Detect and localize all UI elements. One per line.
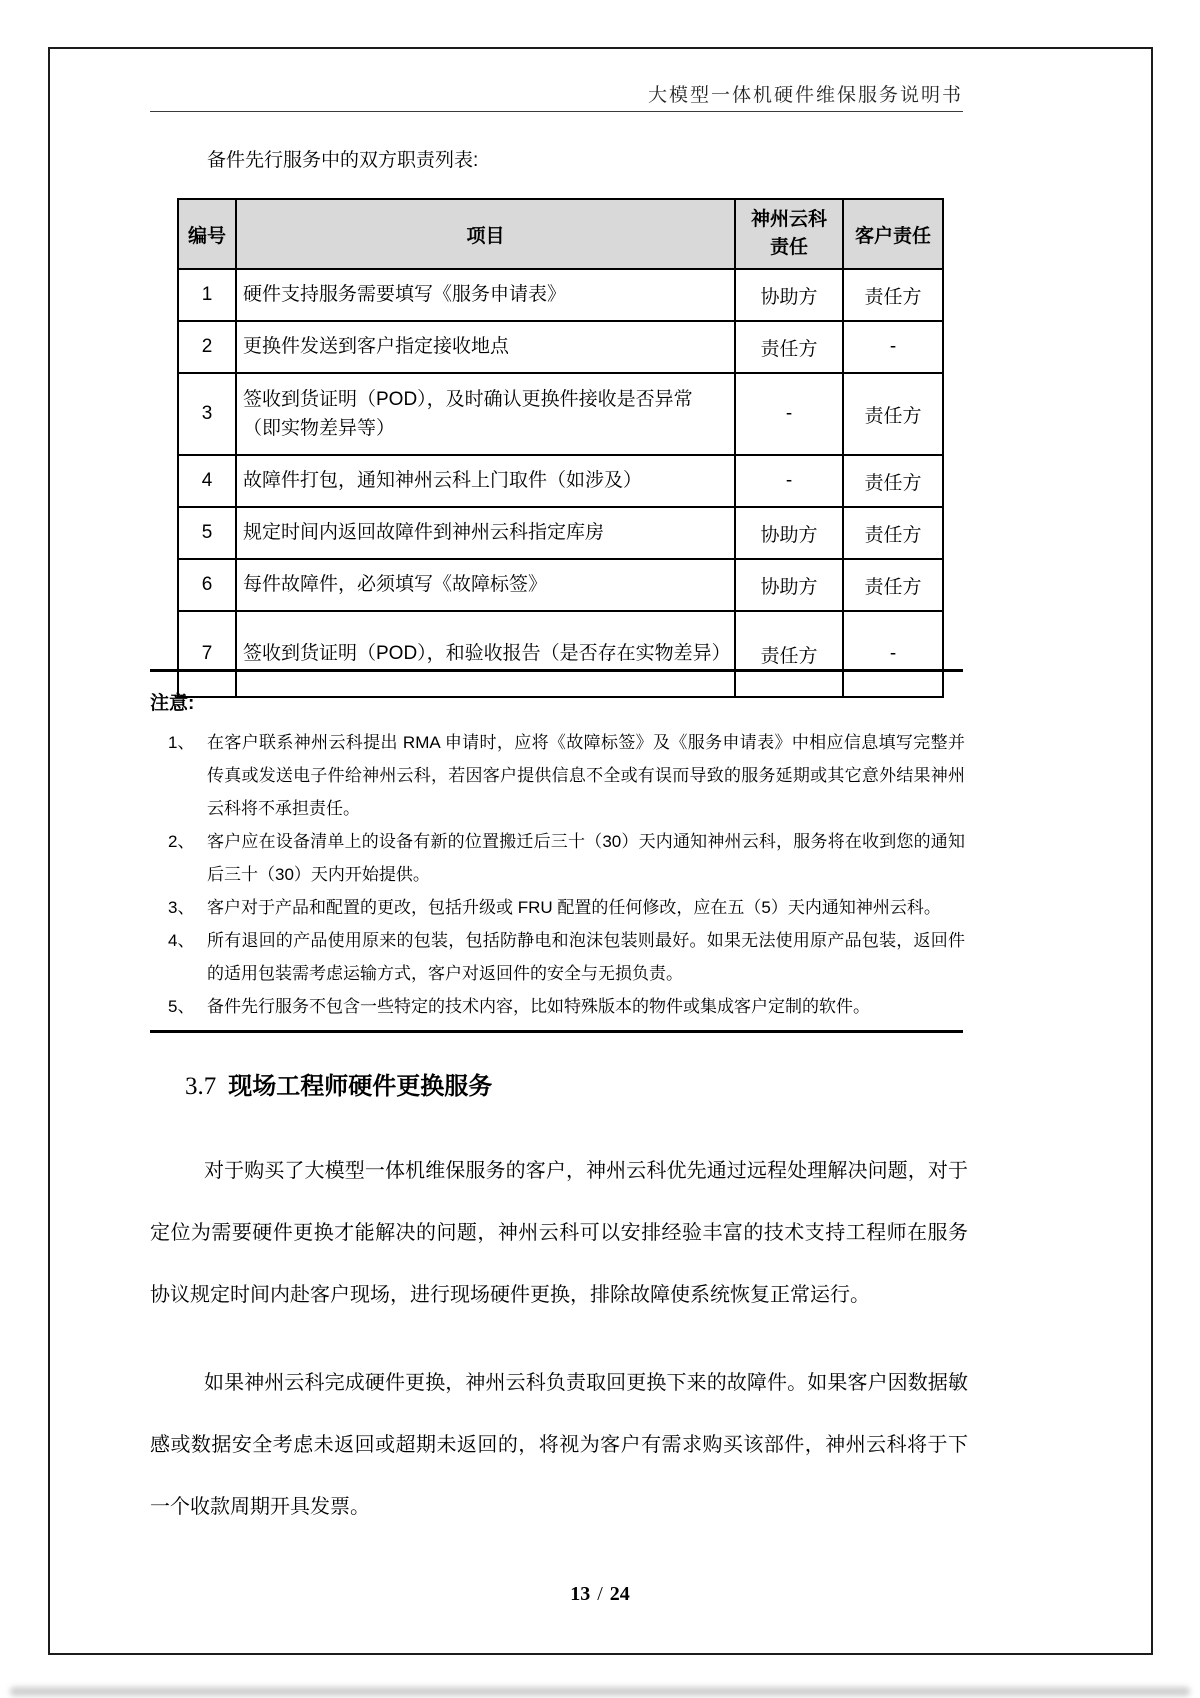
- list-item-text: 客户对于产品和配置的更改，包括升级或 FRU 配置的任何修改，应在五（5）天内通知神州云科。: [207, 898, 941, 917]
- list-item-text: 备件先行服务不包含一些特定的技术内容，比如特殊版本的物件或集成客户定制的软件。: [207, 997, 870, 1016]
- cell-item: 签收到货证明（POD），及时确认更换件接收是否异常（即实物差异等）: [236, 373, 735, 455]
- section-divider: [150, 1030, 963, 1033]
- cell-customer: 责任方: [843, 455, 943, 507]
- table-row: [178, 559, 943, 611]
- column-header-no: 编号: [178, 199, 236, 269]
- list-item: [150, 990, 965, 1023]
- table-intro-text: 备件先行服务中的双方职责列表:: [207, 150, 479, 171]
- cell-no: 3: [178, 373, 236, 455]
- column-header-vendor: [735, 199, 843, 269]
- cell-no: 4: [178, 455, 236, 507]
- list-item-number: 4、: [168, 931, 195, 950]
- cell-item: 签收到货证明（POD），和验收报告（是否存在实物差异）: [236, 611, 735, 697]
- cell-item: 规定时间内返回故障件到神州云科指定库房: [236, 507, 735, 559]
- cell-no: 7: [178, 611, 236, 697]
- cell-no: 2: [178, 321, 236, 373]
- page-footer: [0, 1583, 1200, 1606]
- cell-customer: -: [843, 611, 943, 697]
- cell-item: 故障件打包，通知神州云科上门取件（如涉及）: [236, 455, 735, 507]
- page-number-total: 24: [609, 1583, 630, 1605]
- table-row: [178, 455, 943, 507]
- cell-item: 硬件支持服务需要填写《服务申请表》: [236, 269, 735, 321]
- table-row: [178, 611, 943, 697]
- body-paragraph: 对于购买了大模型一体机维保服务的客户，神州云科优先通过远程处理解决问题，对于定位为需要硬件更换才能解决的问题，神州云科可以安排经验丰富的技术支持工程师在服务协议规定时间内赴客户现场，进行现场硬件更换，排除故障使系统恢复正常运行。: [150, 1160, 968, 1306]
- cell-vendor: 协助方: [735, 269, 843, 321]
- cell-no: 5: [178, 507, 236, 559]
- page-number-separator: /: [597, 1583, 603, 1605]
- list-item-text: 所有退回的产品使用原来的包装，包括防静电和泡沫包装则最好。如果无法使用原产品包装，返回件的适用包装需考虑运输方式，客户对返回件的安全与无损负责。: [207, 931, 965, 983]
- list-item-number: 2、: [168, 832, 195, 851]
- cell-vendor: 协助方: [735, 559, 843, 611]
- list-item: [150, 726, 965, 825]
- next-page-edge: [10, 1687, 1190, 1696]
- cell-customer: 责任方: [843, 373, 943, 455]
- column-header-item: 项目: [236, 199, 735, 269]
- list-item-number: 3、: [168, 898, 195, 917]
- cell-no: 1: [178, 269, 236, 321]
- cell-vendor: 责任方: [735, 321, 843, 373]
- cell-vendor: -: [735, 455, 843, 507]
- cell-customer: -: [843, 321, 943, 373]
- section-number: 3.7: [185, 1073, 217, 1100]
- list-item: [150, 891, 965, 924]
- section-divider: [150, 669, 963, 672]
- responsibility-table: [177, 198, 944, 698]
- column-header-customer: 客户责任: [843, 199, 943, 269]
- cell-vendor: 协助方: [735, 507, 843, 559]
- table-row: [178, 321, 943, 373]
- notes-label: 注意:: [150, 693, 195, 714]
- body-paragraph: 如果神州云科完成硬件更换，神州云科负责取回更换下来的故障件。如果客户因数据敏感或数据安全考虑未返回或超期未返回的，将视为客户有需求购买该部件，神州云科将于下一个收款周期开具发票。: [150, 1372, 968, 1518]
- table-row: [178, 373, 943, 455]
- list-item-text: 客户应在设备清单上的设备有新的位置搬迁后三十（30）天内通知神州云科，服务将在收到您的通知后三十（30）天内开始提供。: [207, 832, 965, 884]
- list-item-number: 1、: [168, 733, 195, 752]
- cell-vendor: -: [735, 373, 843, 455]
- page-header-title: 大模型一体机硬件维保服务说明书: [647, 85, 963, 106]
- notes-list: [150, 726, 965, 1023]
- column-header-vendor-label: 神州云科责任: [750, 209, 827, 258]
- table-row: [178, 269, 943, 321]
- header-divider: [150, 111, 963, 112]
- cell-item: 每件故障件，必须填写《故障标签》: [236, 559, 735, 611]
- table-header-row: [178, 199, 943, 269]
- page-number-current: 13: [570, 1583, 591, 1605]
- section-heading: [185, 1066, 492, 1101]
- cell-customer: 责任方: [843, 269, 943, 321]
- cell-customer: 责任方: [843, 559, 943, 611]
- table-row: [178, 507, 943, 559]
- list-item: [150, 825, 965, 891]
- cell-item: 更换件发送到客户指定接收地点: [236, 321, 735, 373]
- cell-vendor: 责任方: [735, 611, 843, 697]
- cell-no: 6: [178, 559, 236, 611]
- list-item-number: 5、: [168, 997, 195, 1016]
- cell-customer: 责任方: [843, 507, 943, 559]
- list-item-text: 在客户联系神州云科提出 RMA 申请时，应将《故障标签》及《服务申请表》中相应信息填写完整并传真或发送电子件给神州云科，若因客户提供信息不全或有误而导致的服务延期或其它意外结果神州云科将不承担责任。: [207, 733, 965, 818]
- section-title: 现场工程师硬件更换服务: [228, 1073, 493, 1100]
- list-item: [150, 924, 965, 990]
